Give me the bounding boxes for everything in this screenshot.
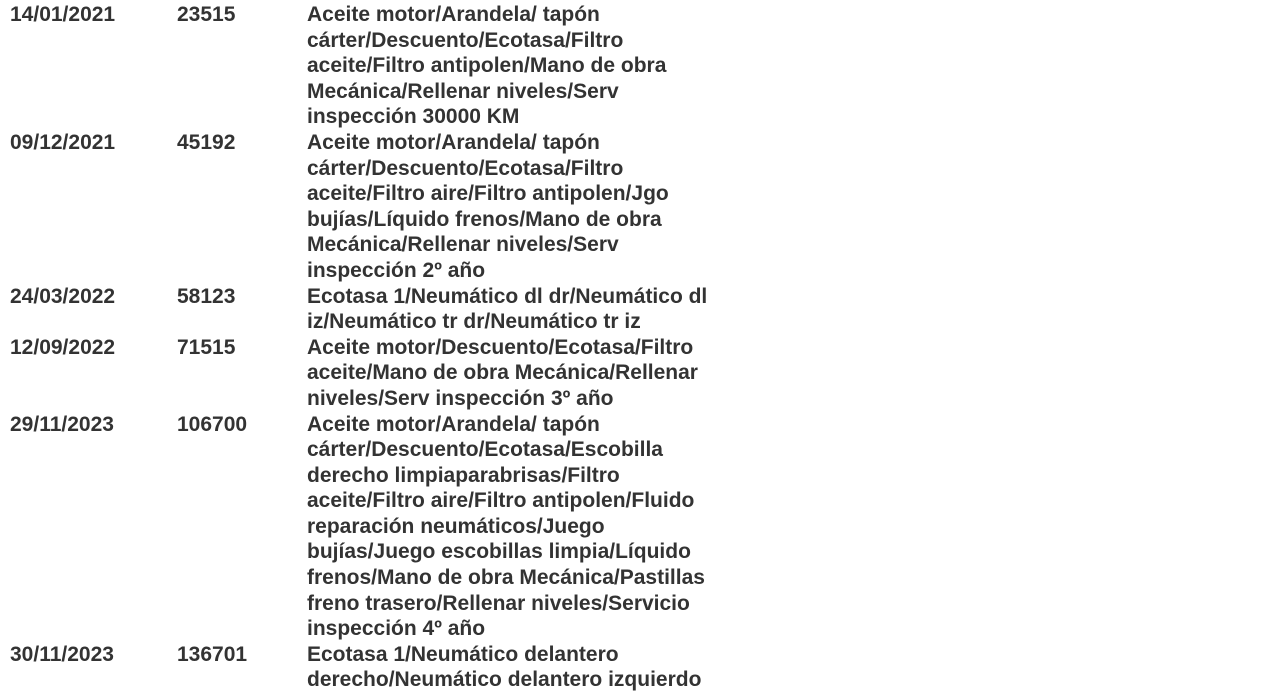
- odometer-reading: 23515: [177, 3, 236, 26]
- service-description-line: Aceite motor/Arandela/ tapón: [307, 412, 600, 436]
- service-date: 24/03/2022: [10, 284, 116, 308]
- service-date: 30/11/2023: [10, 642, 114, 666]
- service-date: 29/11/2023: [10, 412, 114, 436]
- service-description: [307, 335, 737, 412]
- service-description-line: Aceite motor/Arandela/ tapón: [307, 3, 600, 26]
- service-description-line: inspección 30000 KM: [307, 105, 520, 129]
- service-description-line: aceite/Filtro antipolen/Mano de obra: [307, 54, 667, 78]
- odometer-reading: 136701: [177, 642, 248, 666]
- service-description: [307, 2, 737, 130]
- service-description-line: bujías/Juego escobillas limpia/Líquido: [307, 540, 691, 564]
- table-row: [10, 284, 1280, 335]
- service-description-line: derecho/Neumático delantero izquierdo: [307, 668, 702, 692]
- service-date: 09/12/2021: [10, 130, 116, 154]
- service-description-line: cárter/Descuento/Ecotasa/Escobilla: [307, 438, 663, 462]
- table-row: [10, 130, 1280, 284]
- table-row: [10, 335, 1280, 412]
- service-description-line: Mecánica/Rellenar niveles/Serv: [307, 233, 619, 257]
- service-description-line: cárter/Descuento/Ecotasa/Filtro: [307, 156, 624, 180]
- service-description-line: inspección 2º año: [307, 258, 486, 282]
- odometer-reading: 71515: [177, 335, 236, 359]
- service-description: [307, 130, 737, 284]
- service-description: [307, 412, 737, 642]
- service-date: 14/01/2021: [10, 3, 116, 26]
- service-description-line: niveles/Serv inspección 3º año: [307, 386, 614, 410]
- service-description-line: aceite/Filtro aire/Filtro antipolen/Fluido: [307, 489, 695, 513]
- service-description-line: derecho limpiaparabrisas/Filtro: [307, 463, 620, 487]
- service-description-line: freno trasero/Rellenar niveles/Servicio: [307, 591, 690, 615]
- service-description-line: aceite/Filtro aire/Filtro antipolen/Jgo: [307, 182, 669, 206]
- service-description-line: iz/Neumático tr dr/Neumático tr iz: [307, 310, 641, 334]
- service-description-line: frenos/Mano de obra Mecánica/Pastillas: [307, 566, 705, 590]
- service-description-line: cárter/Descuento/Ecotasa/Filtro: [307, 28, 624, 52]
- service-description-line: Mecánica/Rellenar niveles/Serv: [307, 79, 619, 103]
- service-description-line: bujías/Líquido frenos/Mano de obra: [307, 207, 662, 231]
- service-description-line: aceite/Mano de obra Mecánica/Rellenar: [307, 361, 698, 385]
- table-row: [10, 412, 1280, 642]
- service-description-line: Aceite motor/Descuento/Ecotasa/Filtro: [307, 335, 694, 359]
- service-date: 12/09/2022: [10, 335, 116, 359]
- service-description-line: inspección 4º año: [307, 617, 486, 641]
- table-row: [10, 2, 1280, 130]
- odometer-reading: 58123: [177, 284, 236, 308]
- odometer-reading: 106700: [177, 412, 248, 436]
- service-description-line: reparación neumáticos/Juego: [307, 514, 605, 538]
- service-description-line: Ecotasa 1/Neumático delantero: [307, 642, 619, 666]
- odometer-reading: 45192: [177, 130, 236, 154]
- service-description: [307, 642, 737, 693]
- service-description: [307, 284, 737, 335]
- service-description-line: Ecotasa 1/Neumático dl dr/Neumático dl: [307, 284, 708, 308]
- service-description-line: Aceite motor/Arandela/ tapón: [307, 130, 600, 154]
- table-row: [10, 642, 1280, 693]
